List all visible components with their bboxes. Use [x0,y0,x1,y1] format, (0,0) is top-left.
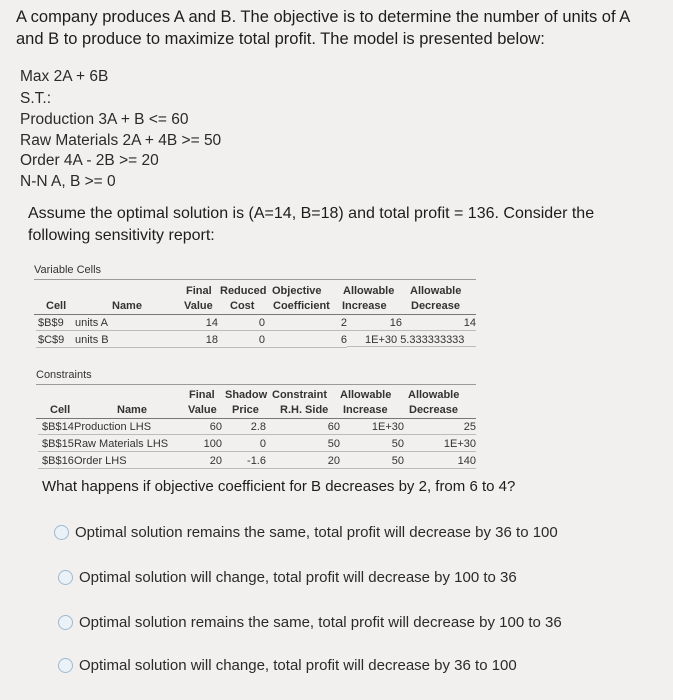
c-row2-decrease: 1E+30 [404,437,476,452]
model-production: Production 3A + B <= 60 [20,111,189,128]
vc-hdr-allowable-dec: Allowable [410,285,462,297]
variable-cells-title: Variable Cells [34,264,102,276]
radio-button-icon[interactable] [54,525,69,540]
c-hdr-decrease: Decrease [409,404,458,416]
c-row2-cell: $B$15 [42,438,74,450]
c-row1-increase: 1E+30 [340,420,404,435]
question-text: What happens if objective coefficient for B decreases by 2, from 6 to 4? [42,478,516,495]
vc-hdr-reduced: Reduced [220,285,267,297]
c-hdr-rhs: R.H. Side [280,404,329,416]
c-hdr-allowable-inc: Allowable [340,389,392,401]
vc-row2-coef: 6 [265,333,347,348]
c-hdr-shadow: Shadow [225,389,268,401]
vc-hdr-cell: Cell [46,300,67,312]
vc-hdr-cost: Cost [230,300,255,312]
model-order: Order 4A - 2B >= 20 [20,152,159,169]
c-header-rule [36,418,476,419]
answer-option-4[interactable] [58,657,517,674]
c-row2-name: Raw Materials LHS [74,438,169,450]
answer-option-1[interactable] [54,524,558,541]
vc-hdr-name: Name [112,300,142,312]
vc-header-rule [34,314,476,315]
assume-line-1: Assume the optimal solution is (A=14, B=18) and total profit = 136. Consider the [28,205,595,222]
answer-option-3-label: Optimal solution remains the same, total profit will decrease by 100 to 36 [79,614,562,631]
c-hdr-constraint: Constraint [272,389,327,401]
model-raw-materials: Raw Materials 2A + 4B >= 50 [20,132,222,149]
c-row3-rhs: 20 [266,454,340,469]
c-row3-name: Order LHS [74,455,127,467]
vc-row1-decrease: 14 [402,316,476,331]
vc-row1-coef: 2 [265,316,347,331]
constraints-title: Constraints [36,369,92,381]
vc-hdr-final: Final [186,285,212,297]
c-hdr-price: Price [232,404,259,416]
vc-row2-decrease: 5.333333333 [400,334,465,346]
vc-hdr-increase: Increase [342,300,387,312]
vc-hdr-value: Value [184,300,213,312]
c-row1-rhs: 60 [266,420,340,435]
vc-hdr-coefficient: Coefficient [273,300,330,312]
c-row3-cell: $B$16 [42,455,74,467]
vc-row1-reduced: 0 [218,316,265,331]
vc-row1-cell: $B$9 [38,317,64,329]
c-row2-rhs: 50 [266,437,340,452]
c-hdr-increase: Increase [343,404,388,416]
model-objective: Max 2A + 6B [20,68,109,85]
c-row1-decrease: 25 [404,420,476,435]
c-row1-cell: $B$14 [42,421,74,433]
intro-line-1: A company produces A and B. The objective is to determine the number of units of A [16,8,631,26]
c-row2-value: 100 [186,437,222,452]
c-hdr-value: Value [188,404,217,416]
answer-option-4-label: Optimal solution will change, total profit will decrease by 36 to 100 [79,657,517,674]
c-row3-value: 20 [186,454,222,469]
model-non-negativity: N-N A, B >= 0 [20,173,116,190]
c-hdr-name: Name [117,404,147,416]
vc-row2-name: units B [75,334,109,346]
answer-option-2-label: Optimal solution will change, total profit will decrease by 100 to 36 [79,569,517,586]
vc-hdr-allowable-inc: Allowable [343,285,395,297]
vc-row2-increase: 1E+30 [365,334,398,346]
c-hdr-allowable-dec: Allowable [408,389,460,401]
answer-option-3[interactable] [58,614,562,631]
vc-row2-value: 18 [180,333,218,348]
answer-option-1-label: Optimal solution remains the same, total profit will decrease by 36 to 100 [75,524,558,541]
variable-cells-rule [34,279,476,280]
vc-row2-inc-dec [347,333,476,347]
c-row3-decrease: 140 [404,454,476,469]
c-row2-increase: 50 [340,437,404,452]
assume-text [28,203,594,247]
intro-text [16,6,630,50]
constraints-rule [36,384,476,385]
vc-row1-name: units A [75,317,109,329]
vc-hdr-objective: Objective [272,285,322,297]
vc-row2-reduced: 0 [218,333,265,348]
vc-row2-cell: $C$9 [38,334,65,346]
radio-button-icon[interactable] [58,658,73,673]
c-row3-price: -1.6 [222,454,266,469]
c-row3-increase: 50 [340,454,404,469]
c-row2-price: 0 [222,437,266,452]
model-st: S.T.: [20,90,52,107]
radio-button-icon[interactable] [58,615,73,630]
c-row1-value: 60 [186,420,222,435]
c-hdr-final: Final [189,389,215,401]
vc-row1-increase: 16 [347,316,402,331]
radio-button-icon[interactable] [58,570,73,585]
intro-line-2: and B to produce to maximize total profit. The model is presented below: [16,30,545,48]
answer-option-2[interactable] [58,569,517,586]
assume-line-2: following sensitivity report: [28,227,215,244]
c-hdr-cell: Cell [50,404,71,416]
c-row1-price: 2.8 [222,420,266,435]
vc-row1-value: 14 [180,316,218,331]
c-row1-name: Production LHS [74,421,152,433]
vc-hdr-decrease: Decrease [411,300,460,312]
